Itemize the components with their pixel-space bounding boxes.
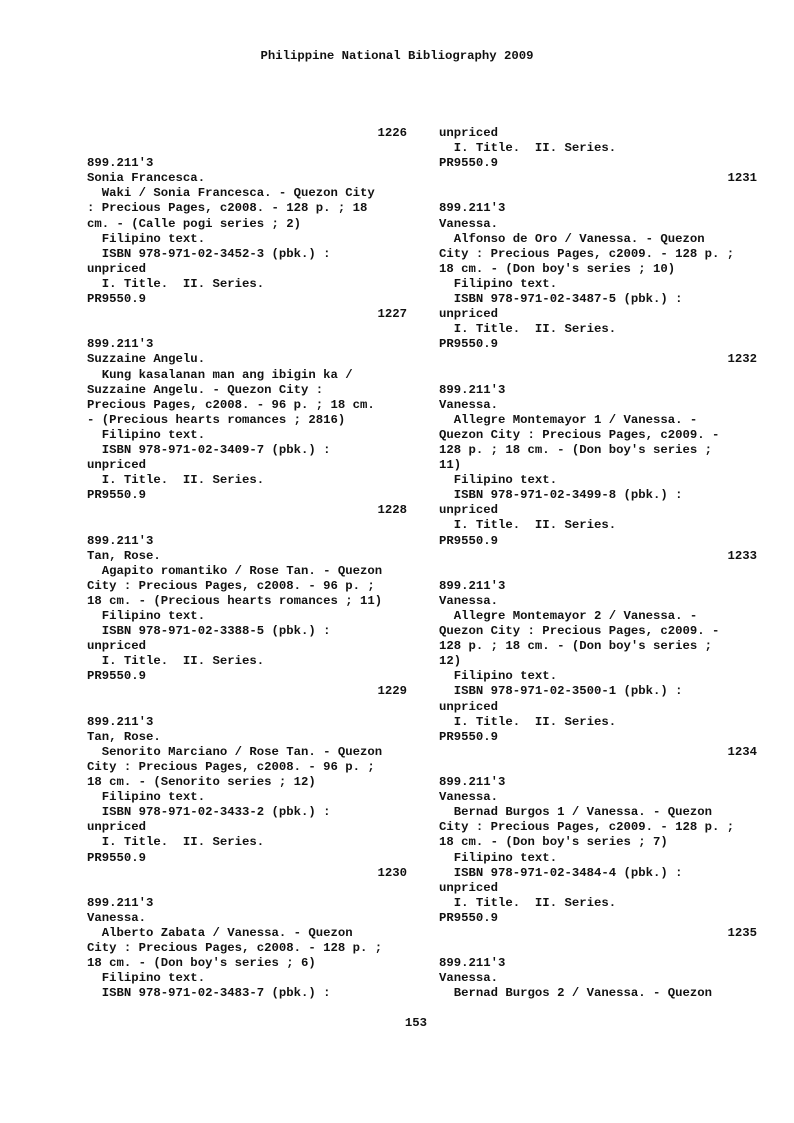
entry-line: ISBN 978-971-02-3487-5 (pbk.) : [439, 292, 683, 307]
entry-line: Quezon City : Precious Pages, c2009. - [439, 624, 720, 639]
entry-line: I. Title. II. Series. [439, 322, 617, 337]
entry-line: 12) [439, 654, 462, 669]
blank-line [87, 322, 407, 337]
blank-line [439, 760, 757, 775]
entry-line: unpriced [439, 503, 499, 518]
entry-line: Senorito Marciano / Rose Tan. - Quezon [87, 744, 383, 759]
entry-line: PR9550.9 [87, 488, 147, 503]
entry-line: City : Precious Pages, c2009. - 128 p. ; [439, 820, 735, 835]
entry-line: Tan, Rose. [87, 729, 161, 744]
entry-line: Sonia Francesca. [87, 171, 206, 186]
entry-line: 128 p. ; 18 cm. - (Don boy's series ; [439, 639, 713, 654]
entry-line: unpriced [439, 880, 499, 895]
entry-line: 899.211'3 [439, 382, 506, 397]
entry-line: ISBN 978-971-02-3499-8 (pbk.) : [439, 488, 683, 503]
entry-line: I. Title. II. Series. [439, 895, 617, 910]
entry-line: 899.211'3 [87, 714, 154, 729]
entry-line: Vanessa. [439, 397, 499, 412]
entry-number: 1229 [377, 684, 407, 699]
blank-line [87, 700, 407, 715]
entry-line: Agapito romantiko / Rose Tan. - Quezon [87, 563, 383, 578]
entry-line: Vanessa. [439, 593, 499, 608]
entry-line: Filipino text. [439, 850, 558, 865]
entry-line: PR9550.9 [87, 669, 147, 684]
blank-line [87, 518, 407, 533]
entry-line: 18 cm. - (Precious hearts romances ; 11) [87, 593, 383, 608]
blank-line [439, 368, 757, 383]
entry-line: Precious Pages, c2008. - 96 p. ; 18 cm. [87, 397, 375, 412]
entry-line: PR9550.9 [439, 533, 499, 548]
entry-line: I. Title. II. Series. [439, 518, 617, 533]
entry-line: Bernad Burgos 2 / Vanessa. - Quezon [439, 986, 713, 1001]
entry-line: I. Title. II. Series. [87, 276, 265, 291]
entry-line: Vanessa. [439, 216, 499, 231]
entry-line: Filipino text. [439, 276, 558, 291]
entry-line: I. Title. II. Series. [87, 654, 265, 669]
entry-line: ISBN 978-971-02-3409-7 (pbk.) : [87, 442, 331, 457]
entry-line: Vanessa. [439, 971, 499, 986]
entry-line: PR9550.9 [87, 850, 147, 865]
entry-line: Kung kasalanan man ang ibigin ka / [87, 367, 353, 382]
entry-line: Filipino text. [87, 971, 206, 986]
left-column [87, 126, 407, 1001]
page-number: 153 [404, 1016, 428, 1030]
entry-line: unpriced [87, 261, 147, 276]
entry-line: Alfonso de Oro / Vanessa. - Quezon [439, 231, 705, 246]
page-header-title: Philippine National Bibliography 2009 [260, 49, 534, 63]
entry-line: City : Precious Pages, c2008. - 96 p. ; [87, 759, 375, 774]
entry-line: 899.211'3 [87, 895, 154, 910]
entry-line: 18 cm. - (Don boy's series ; 6) [87, 956, 316, 971]
entry-line: City : Precious Pages, c2008. - 96 p. ; [87, 578, 375, 593]
entry-line: 18 cm. - (Don boy's series ; 10) [439, 261, 676, 276]
entry-line: 18 cm. - (Senorito series ; 12) [87, 775, 316, 790]
blank-line [87, 141, 407, 156]
entry-line: PR9550.9 [439, 337, 499, 352]
entry-line: Suzzaine Angelu. [87, 352, 206, 367]
entry-line: : Precious Pages, c2008. - 128 p. ; 18 [87, 201, 368, 216]
entry-line: ISBN 978-971-02-3500-1 (pbk.) : [439, 684, 683, 699]
entry-line: PR9550.9 [87, 292, 147, 307]
entry-line: - (Precious hearts romances ; 2816) [87, 412, 346, 427]
entry-line: PR9550.9 [439, 910, 499, 925]
entry-line: ISBN 978-971-02-3388-5 (pbk.) : [87, 624, 331, 639]
entry-number: 1232 [727, 352, 757, 367]
entry-line: unpriced [87, 820, 147, 835]
entry-line: City : Precious Pages, c2008. - 128 p. ; [87, 941, 383, 956]
entry-line: Vanessa. [87, 910, 147, 925]
entry-line: ISBN 978-971-02-3483-7 (pbk.) : [87, 986, 331, 1001]
entry-line: Filipino text. [87, 427, 206, 442]
entry-line: ISBN 978-971-02-3452-3 (pbk.) : [87, 246, 331, 261]
entry-line: 899.211'3 [439, 775, 506, 790]
entry-line: I. Title. II. Series. [439, 714, 617, 729]
right-column [439, 126, 757, 1001]
entry-number: 1227 [377, 307, 407, 322]
entry-line: ISBN 978-971-02-3484-4 (pbk.) : [439, 865, 683, 880]
entry-line: 899.211'3 [87, 533, 154, 548]
entry-line: Quezon City : Precious Pages, c2009. - [439, 427, 720, 442]
entry-line: 899.211'3 [439, 201, 506, 216]
blank-line [439, 941, 757, 956]
entry-line: unpriced [439, 307, 499, 322]
entry-line: Filipino text. [87, 231, 206, 246]
entry-line: 899.211'3 [439, 956, 506, 971]
entry-line: Waki / Sonia Francesca. - Quezon City [87, 186, 375, 201]
entry-line: Suzzaine Angelu. - Quezon City : [87, 382, 324, 397]
entry-line: Filipino text. [87, 790, 206, 805]
entry-line: Bernad Burgos 1 / Vanessa. - Quezon [439, 805, 713, 820]
entry-line: Filipino text. [439, 669, 558, 684]
entry-line: Vanessa. [439, 790, 499, 805]
entry-line: Tan, Rose. [87, 548, 161, 563]
entry-line: PR9550.9 [439, 156, 499, 171]
entry-line: 899.211'3 [439, 578, 506, 593]
entry-line: Allegre Montemayor 2 / Vanessa. - [439, 609, 698, 623]
entry-line: City : Precious Pages, c2009. - 128 p. ; [439, 246, 735, 261]
entry-number: 1231 [727, 171, 757, 186]
entry-line: PR9550.9 [439, 729, 499, 744]
entry-line: ISBN 978-971-02-3433-2 (pbk.) : [87, 805, 331, 820]
entry-line: cm. - (Calle pogi series ; 2) [87, 216, 302, 231]
blank-line [439, 186, 757, 201]
blank-line [87, 881, 407, 896]
entry-line: unpriced [87, 458, 147, 473]
entry-line: Alberto Zabata / Vanessa. - Quezon [87, 925, 353, 940]
entry-line: 11) [439, 458, 462, 473]
entry-number: 1230 [377, 865, 407, 880]
entry-number: 1233 [727, 548, 757, 563]
entry-number: 1235 [727, 925, 757, 940]
entry-number: 1226 [377, 126, 407, 140]
entry-line: 899.211'3 [87, 156, 154, 171]
entry-line: 128 p. ; 18 cm. - (Don boy's series ; [439, 442, 713, 457]
blank-line [439, 564, 757, 579]
entry-line: 899.211'3 [87, 337, 154, 352]
entry-number: 1228 [377, 503, 407, 518]
entry-line: unpriced [87, 639, 147, 654]
entry-line: Filipino text. [439, 473, 558, 488]
entry-line: I. Title. II. Series. [87, 835, 265, 850]
entry-line: Filipino text. [87, 609, 206, 623]
entry-number: 1234 [727, 744, 757, 759]
entry-line: unpriced [439, 126, 499, 140]
entry-line: I. Title. II. Series. [439, 141, 617, 156]
entry-line: I. Title. II. Series. [87, 473, 265, 488]
entry-line: 18 cm. - (Don boy's series ; 7) [439, 835, 668, 850]
entry-line: unpriced [439, 699, 499, 714]
entry-line: Allegre Montemayor 1 / Vanessa. - [439, 412, 698, 427]
